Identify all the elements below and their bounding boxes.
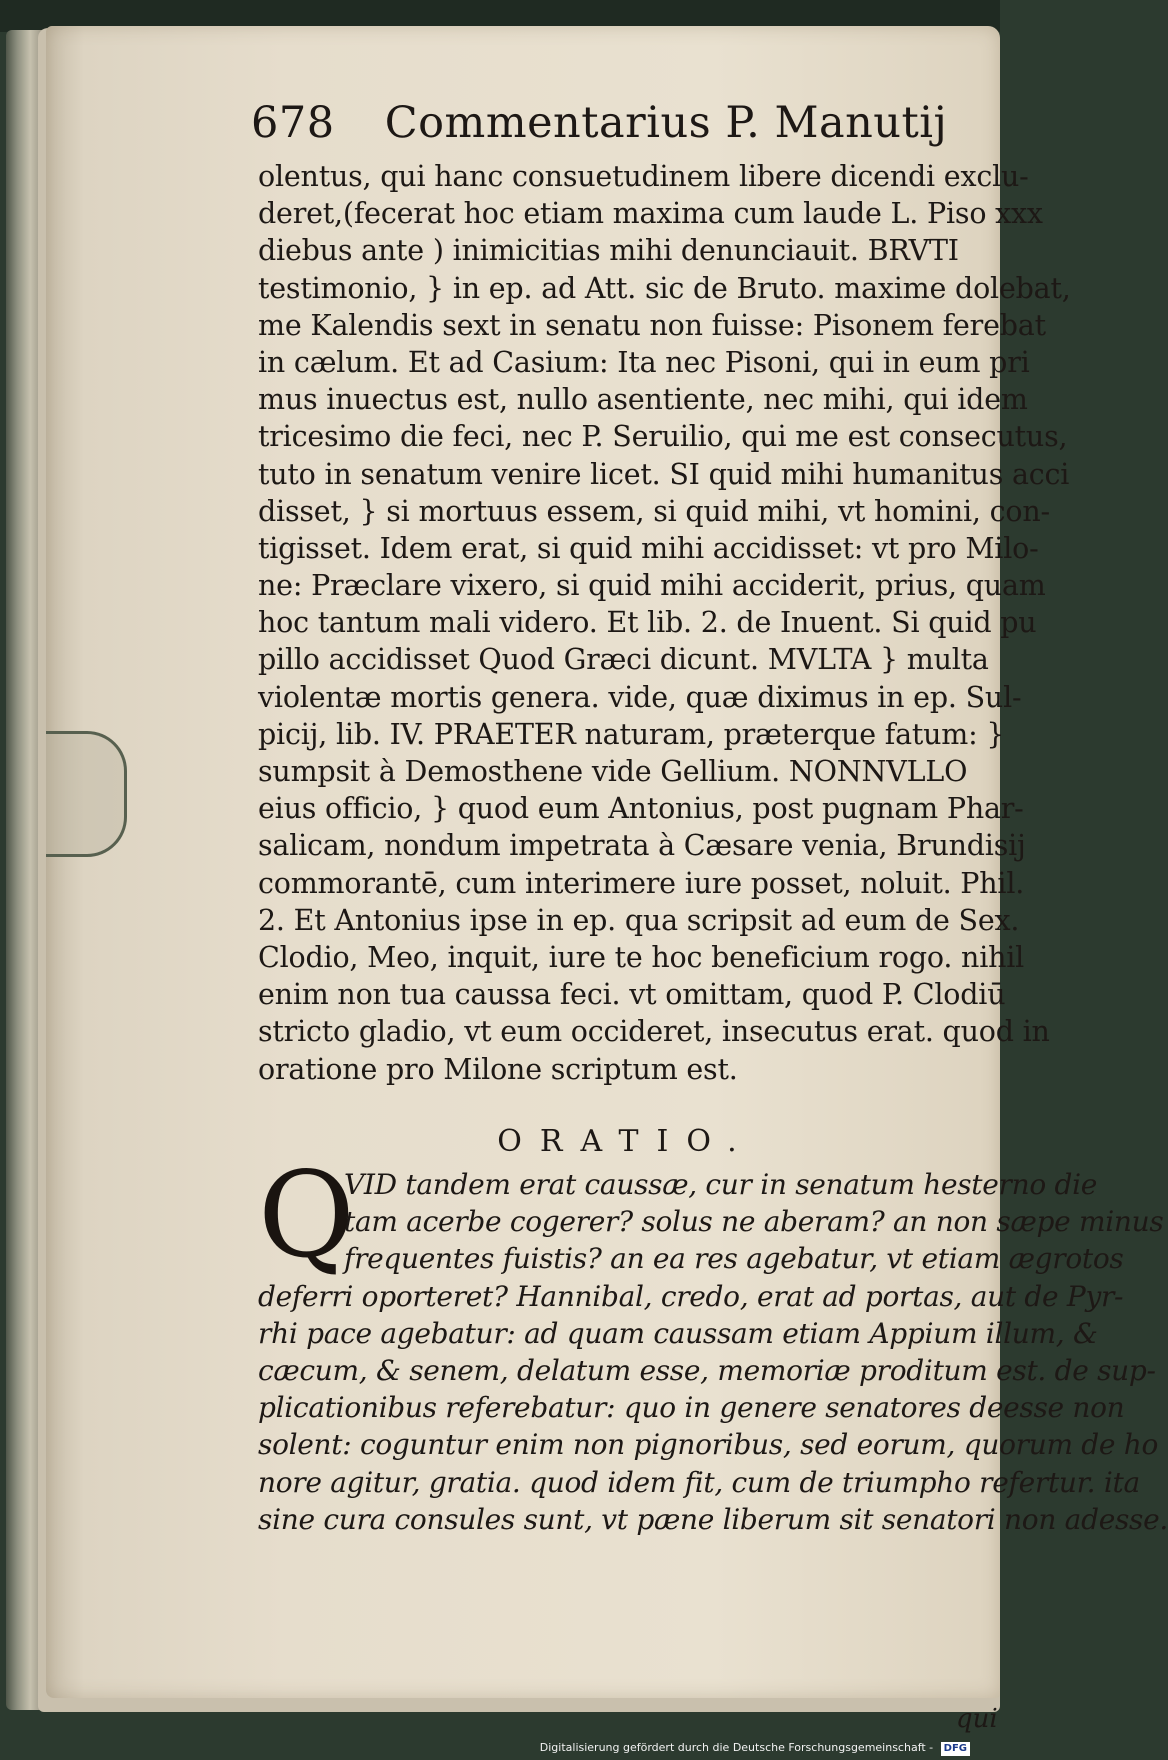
text-line: nore agitur, gratia. quod idem fit, cum de triumpho refertur. ita	[258, 1465, 1140, 1499]
text-line: deret,(fecerat hoc etiam maxima cum laude L. Piso xxx	[258, 197, 1043, 231]
text-line: stricto gladio, vt eum occideret, insecutus erat. quod in	[258, 1015, 1050, 1049]
running-title: Commentarius P. Manutij	[384, 98, 948, 148]
text-line: tuto in senatum venire licet. SI quid mihi humanitus acci	[258, 457, 1070, 491]
text-line: tigisset. Idem erat, si quid mihi accidisset: vt pro Milo-	[258, 531, 1039, 565]
text-line: sumpsit à Demosthene vide Gellium. NONNVLLO	[258, 755, 968, 788]
text-line: rhi pace agebatur: ad quam caussam etiam Appium illum, &	[258, 1316, 1098, 1350]
text-line: solent: coguntur enim non pignoribus, sed eorum, quorum de ho	[258, 1428, 1159, 1462]
text-line: testimonio, } in ep. ad Att. sic de Bruto. maxime dolebat,	[258, 271, 1071, 305]
text-line: salicam, nondum impetrata à Cæsare venia, Brundisij	[258, 829, 1026, 863]
drop-cap-initial: Q	[258, 1146, 355, 1284]
text-line: hoc tantum mali videro. Et lib. 2. de Inuent. Si quid pu	[258, 606, 1037, 640]
text-line: commorantē, cum interimere iure posset, noluit. Phil.	[258, 866, 1025, 900]
text-line: diebus ante ) inimicitias mihi denunciauit. BRVTI	[258, 234, 959, 268]
dfg-logo: DFG	[941, 1742, 970, 1756]
oratio-text	[258, 1166, 1168, 1538]
book-page	[46, 26, 1168, 1734]
text-line: sine cura consules sunt, vt pæne liberum sit senatori non adesse.	[258, 1502, 1168, 1536]
text-line: mus inuectus est, nullo asentiente, nec mihi, qui idem	[258, 383, 1028, 417]
page-number: 678	[251, 98, 335, 148]
text-line: deferri oporteret? Hannibal, credo, erat ad portas, aut de Pyr-	[258, 1279, 1124, 1313]
text-line: in cælum. Et ad Casium: Ita nec Pisoni, qui in eum pri	[258, 345, 1030, 379]
text-line: Clodio, Meo, inquit, iure te hoc beneficium rogo. nihil	[258, 940, 1025, 974]
credit-text: Digitalisierung gefördert durch die Deutsche Forschungsgemeinschaft -	[539, 1741, 934, 1754]
text-line: ne: Præclare vixero, si quid mihi acciderit, prius, quam	[258, 569, 1046, 603]
section-title: ORATIO.	[497, 1124, 755, 1159]
text-line: cæcum, & senem, delatum esse, memoriæ proditum est. de sup-	[258, 1353, 1156, 1387]
text-line: enim non tua caussa feci. vt omittam, quod P. Clodiū	[258, 978, 1006, 1012]
text-line: 2. Et Antonius ipse in ep. qua scripsit ad eum de Sex.	[258, 903, 1020, 937]
catchword: qui	[956, 1704, 998, 1734]
text-line: tam acerbe cogerer? solus ne aberam? an non sæpe minus	[344, 1205, 1164, 1239]
text-line: eius officio, } quod eum Antonius, post pugnam Phar-	[258, 792, 1024, 826]
running-head	[251, 98, 951, 158]
text-line: picij, lib. IV. PRAETER naturam, præterque fatum: }	[258, 717, 1005, 751]
text-line: disset, } si mortuus essem, si quid mihi, vt homini, con-	[258, 494, 1050, 528]
commentary-text	[258, 158, 1071, 1088]
bookmark-ribbon	[46, 731, 127, 857]
digitization-credit	[534, 1736, 970, 1760]
text-line: me Kalendis sext in senatu non fuisse: Pisonem ferebat	[258, 308, 1046, 342]
text-line: frequentes fuistis? an ea res agebatur, vt etiam ægrotos	[344, 1242, 1124, 1276]
text-line: violentæ mortis genera. vide, quæ diximus in ep. Sul-	[258, 680, 1022, 714]
text-line: tricesimo die feci, nec P. Seruilio, qui me est consecutus,	[258, 420, 1068, 454]
text-line: oratione pro Milone scriptum est.	[258, 1052, 738, 1086]
text-line: pillo accidisset Quod Græci dicunt. MVLTA } multa	[258, 643, 989, 677]
text-line: plicationibus referebatur: quo in genere senatores deesse non	[258, 1391, 1125, 1425]
text-line: VID tandem erat caussæ, cur in senatum hesterno die	[344, 1168, 1098, 1201]
text-line: olentus, qui hanc consuetudinem libere dicendi exclu-	[258, 160, 1029, 193]
